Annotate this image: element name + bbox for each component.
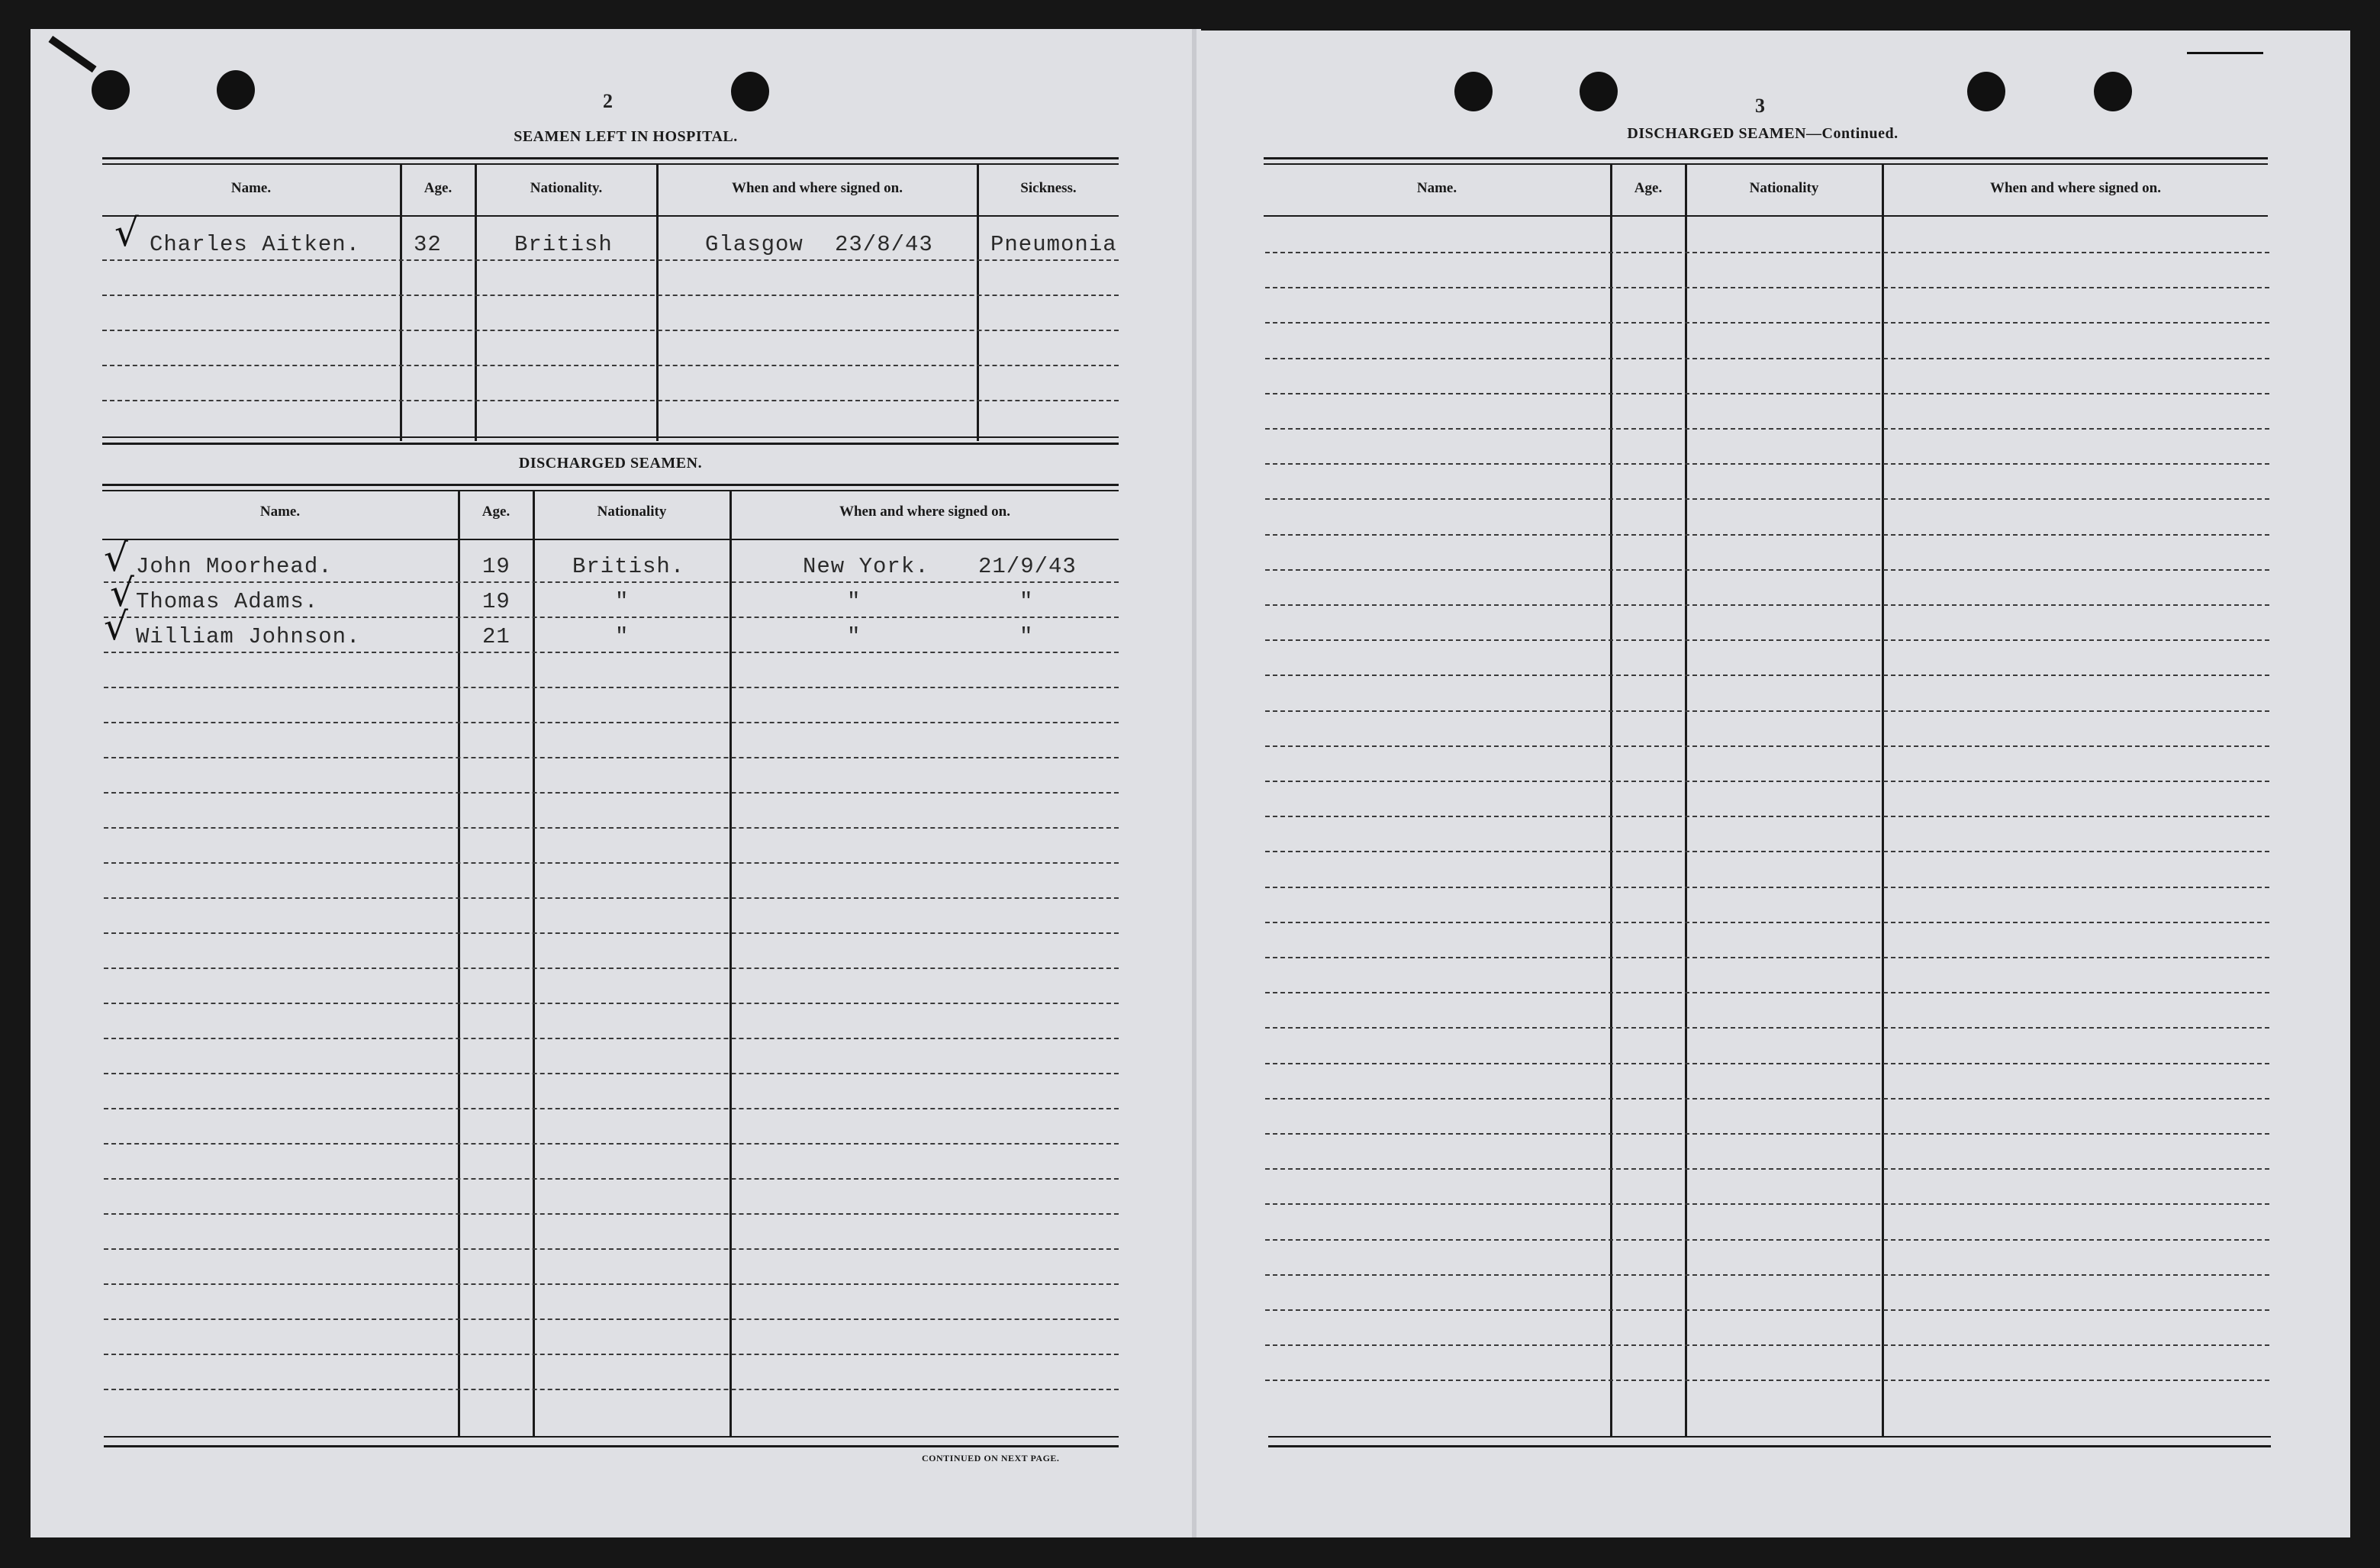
column-header-age: Age.	[481, 504, 510, 520]
column-divider	[533, 491, 535, 1438]
dotted-row-line	[102, 365, 1119, 366]
dotted-row-line	[1265, 463, 2269, 465]
dotted-row-line	[1265, 534, 2269, 536]
dotted-row-line	[1265, 1239, 2269, 1241]
dotted-row-line	[104, 722, 1119, 723]
signed-on-place: "	[847, 624, 862, 649]
dotted-row-line	[1265, 1168, 2269, 1170]
dotted-row-line	[1265, 1133, 2269, 1135]
dotted-row-line	[104, 897, 1119, 899]
rule	[1264, 157, 2268, 159]
dotted-row-line	[104, 968, 1119, 969]
seaman-nationality: "	[615, 624, 630, 649]
seaman-nationality: "	[615, 589, 630, 614]
dotted-row-line	[1265, 675, 2269, 676]
dotted-row-line	[104, 932, 1119, 934]
dotted-row-line	[1265, 1380, 2269, 1381]
signed-on-place: Glasgow	[705, 232, 804, 257]
seaman-nationality: British	[514, 232, 613, 257]
column-divider	[729, 491, 732, 1438]
punch-hole	[731, 72, 769, 111]
rule	[102, 539, 1119, 540]
dotted-row-line	[1265, 710, 2269, 712]
rule	[1268, 1436, 2271, 1438]
punch-hole	[1454, 72, 1493, 111]
dotted-row-line	[1265, 498, 2269, 500]
dotted-row-line	[1265, 957, 2269, 958]
dotted-row-line	[104, 687, 1119, 688]
rule	[102, 490, 1119, 491]
dotted-row-line	[1265, 287, 2269, 288]
right-page	[1195, 31, 2350, 1537]
dotted-row-line	[102, 400, 1119, 401]
dotted-row-line	[104, 1108, 1119, 1109]
column-header-nationality: Nationality	[1749, 180, 1819, 196]
dotted-row-line	[104, 1389, 1119, 1390]
dotted-row-line	[1265, 639, 2269, 641]
dotted-row-line	[1265, 604, 2269, 606]
dotted-row-line	[1265, 1309, 2269, 1311]
rule	[102, 157, 1119, 159]
dotted-row-line	[1265, 1063, 2269, 1064]
signed-on-date: 23/8/43	[835, 232, 933, 257]
seaman-age: 32	[414, 232, 442, 257]
dotted-row-line	[102, 259, 1119, 261]
seaman-age: 19	[482, 554, 510, 579]
punch-hole	[2094, 72, 2132, 111]
dotted-row-line	[104, 1143, 1119, 1145]
dotted-row-line	[1265, 1344, 2269, 1346]
seaman-age: 19	[482, 589, 510, 614]
check-mark: √	[110, 571, 134, 615]
dotted-row-line	[1265, 393, 2269, 394]
right-page-title: DISCHARGED SEAMEN—Continued.	[1627, 125, 1899, 142]
column-header-signed-on: When and where signed on.	[1989, 180, 2161, 196]
dotted-row-line	[1265, 781, 2269, 782]
rule	[1268, 1445, 2271, 1447]
dotted-row-line	[102, 330, 1119, 331]
column-header-age: Age.	[424, 180, 452, 196]
seaman-nationality: British.	[572, 554, 685, 579]
dotted-row-line	[102, 295, 1119, 296]
dotted-row-line	[1265, 816, 2269, 817]
rule	[104, 1445, 1119, 1447]
dotted-row-line	[104, 1038, 1119, 1039]
dotted-row-line	[104, 792, 1119, 794]
column-header-signed-on: When and where signed on.	[839, 504, 1010, 520]
column-divider	[1610, 165, 1612, 1438]
signed-on-date: 21/9/43	[978, 554, 1077, 579]
dotted-row-line	[104, 1248, 1119, 1250]
dotted-row-line	[104, 1283, 1119, 1285]
rule	[1264, 163, 2268, 165]
seaman-name: William Johnson.	[136, 624, 361, 649]
dotted-row-line	[104, 1213, 1119, 1215]
dotted-row-line	[104, 757, 1119, 758]
dotted-row-line	[1265, 745, 2269, 747]
rule	[102, 163, 1119, 165]
check-mark: √	[104, 604, 128, 649]
rule	[102, 436, 1119, 438]
rule	[102, 215, 1119, 217]
signed-on-place: New York.	[803, 554, 929, 579]
page-number: 2	[603, 90, 613, 112]
seaman-age: 21	[482, 624, 510, 649]
dotted-row-line	[1265, 428, 2269, 430]
dotted-row-line	[1265, 1098, 2269, 1100]
dotted-row-line	[1265, 569, 2269, 571]
dotted-row-line	[1265, 1203, 2269, 1205]
page-gutter	[1192, 29, 1196, 1537]
check-mark: √	[114, 211, 139, 255]
column-header-age: Age.	[1634, 180, 1663, 196]
dotted-row-line	[104, 1318, 1119, 1320]
continued-note: CONTINUED ON NEXT PAGE.	[922, 1453, 1060, 1463]
column-divider	[458, 491, 460, 1438]
dotted-row-line	[1265, 887, 2269, 888]
signed-on-date: "	[1019, 624, 1034, 649]
dotted-row-line	[1265, 992, 2269, 993]
column-header-nationality: Nationality	[597, 504, 667, 520]
check-mark: √	[104, 536, 128, 580]
dotted-row-line	[104, 652, 1119, 653]
column-header-signed-on: When and where signed on.	[731, 180, 903, 196]
seaman-name: Charles Aitken.	[150, 232, 361, 257]
dotted-row-line	[104, 1003, 1119, 1004]
column-header-name: Name.	[259, 504, 301, 520]
rule	[102, 484, 1119, 486]
column-divider	[1882, 165, 1884, 1438]
rule	[104, 1436, 1119, 1438]
signed-on-date: "	[1019, 589, 1034, 614]
column-header-name: Name.	[1416, 180, 1457, 196]
seaman-name: John Moorhead.	[136, 554, 333, 579]
dotted-row-line	[104, 862, 1119, 864]
dotted-row-line	[1265, 358, 2269, 359]
dotted-row-line	[104, 581, 1119, 583]
dotted-row-line	[1265, 322, 2269, 324]
dotted-row-line	[104, 827, 1119, 829]
punch-hole	[1580, 72, 1618, 111]
dotted-row-line	[1265, 1274, 2269, 1276]
punch-hole	[1967, 72, 2005, 111]
dotted-row-line	[104, 1073, 1119, 1074]
sickness: Pneumonia	[990, 232, 1117, 257]
dotted-row-line	[104, 1354, 1119, 1355]
discharged-section-title: DISCHARGED SEAMEN.	[518, 455, 703, 472]
punch-hole	[217, 70, 255, 110]
dotted-row-line	[1265, 851, 2269, 852]
column-divider	[1685, 165, 1687, 1438]
corner-mark	[2187, 52, 2263, 54]
seaman-name: Thomas Adams.	[136, 589, 319, 614]
signed-on-place: "	[847, 589, 862, 614]
dotted-row-line	[1265, 922, 2269, 923]
dotted-row-line	[104, 617, 1119, 618]
dotted-row-line	[1265, 1027, 2269, 1029]
column-header-nationality: Nationality.	[530, 180, 603, 196]
dotted-row-line	[104, 1178, 1119, 1180]
page-number: 3	[1755, 95, 1765, 117]
column-header-sickness: Sickness.	[1020, 180, 1077, 196]
hospital-section-title: SEAMEN LEFT IN HOSPITAL.	[514, 128, 738, 145]
dotted-row-line	[1265, 252, 2269, 253]
rule	[102, 443, 1119, 445]
column-header-name: Name.	[230, 180, 272, 196]
rule	[1264, 215, 2268, 217]
punch-hole	[92, 70, 130, 110]
